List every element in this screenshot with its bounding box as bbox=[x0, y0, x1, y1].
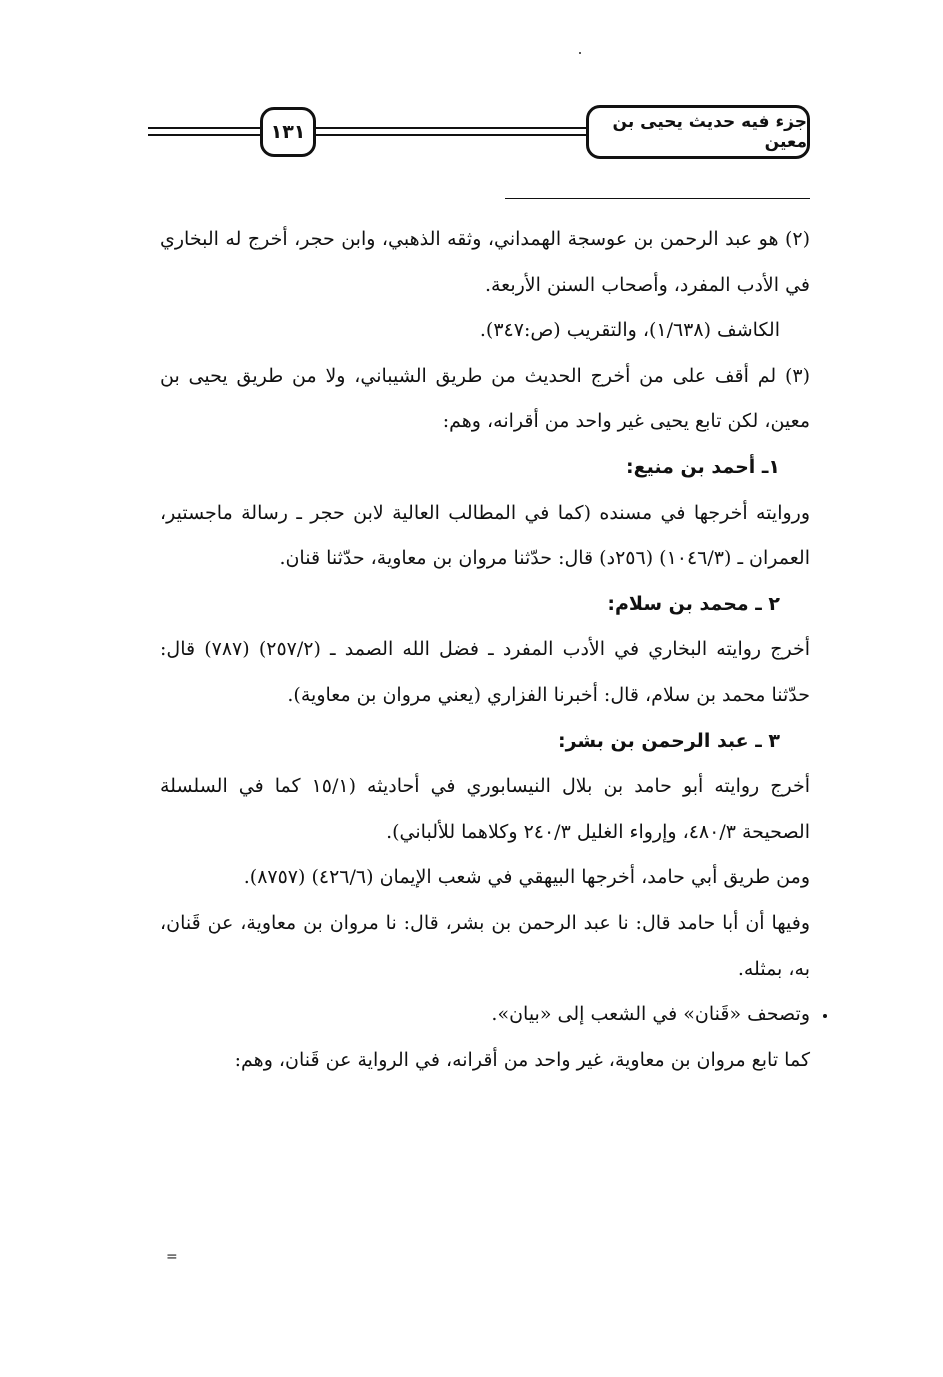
continuation-mark: = bbox=[166, 1249, 178, 1265]
footnote-3-item-3-text-5: كما تابع مروان بن معاوية، غير واحد من أقرانه، في الرواية عن قَنان، وهم: bbox=[234, 1048, 810, 1071]
header-rule-middle-bottom bbox=[314, 134, 588, 136]
footnote-2-references: الكاشف (١/٦٣٨)، والتقريب (ص:٣٤٧). bbox=[479, 319, 780, 342]
footnote-3-item-1-text: وروايته أخرجها في مسنده (كما في المطالب العالية لابن حجر ـ رسالة ماجستير، العمران ـ (١٠٤٦/٣) (٢٥٦د) قال: حدّثنا مروان بن معاوية، حدّثنا قنان. bbox=[160, 501, 810, 570]
footnote-separator bbox=[505, 198, 810, 199]
footnote-3-item-3-text-2: ومن طريق أبي حامد، أخرجها البيهقي في شعب الإيمان (٤٢٦/٦) (٨٧٥٧). bbox=[243, 866, 810, 889]
page-number-box bbox=[260, 107, 316, 157]
footnote-3-intro: (٣) لم أقف على من أخرج الحديث من طريق الشيباني، ولا من طريق يحيى بن معين، لكن تابع يحيى غير واحد من أقرانه، وهم: bbox=[160, 364, 810, 433]
page-header bbox=[0, 0, 943, 200]
scan-dot bbox=[823, 1014, 827, 1018]
footnote-3-item-3-text-3: وفيها أن أبا حامد قال: نا عبد الرحمن بن بشر، قال: نا مروان بن معاوية، عن قَنان، به، بمثله. bbox=[160, 911, 810, 980]
footnote-3-item-2-text: أخرج روايته البخاري في الأدب المفرد ـ فضل الله الصمد ـ (٢٥٧/٢) (٧٨٧) قال: حدّثنا محمد بن سلام، قال: أخبرنا الفزاري (يعني مروان بن معاوية). bbox=[160, 638, 811, 706]
page-number: ١٣١ bbox=[270, 121, 306, 143]
footnote-2-text: (٢) هو عبد الرحمن بن عوسجة الهمداني، وثقه الذهبي، وابن حجر، أخرج له البخاري في الأدب المفرد، وأصحاب السنن الأربعة. bbox=[160, 228, 810, 296]
footnote-3-item-3-text-4: وتصحف «قَنان» في الشعب إلى «بيان». bbox=[491, 1003, 810, 1026]
header-rule-middle-top bbox=[314, 127, 588, 129]
running-title-box bbox=[586, 105, 810, 159]
footnote-3-item-3-heading: ٣ ـ عبد الرحمن بن بشر: bbox=[557, 729, 780, 752]
footnotes-body bbox=[160, 217, 810, 1083]
header-rule-left-bottom bbox=[148, 134, 262, 136]
footnote-3-item-3-text-1: أخرج روايته أبو حامد بن بلال النيسابوري في أحاديثه (١٥/١ كما في السلسلة الصحيحة ٤٨٠/٣، وإرواء الغليل ٢٤٠/٣ وكلاهما للألباني). bbox=[160, 775, 811, 843]
running-title: جزء فيه حديث يحيى بن معين bbox=[612, 112, 807, 152]
footnote-3-item-2-heading: ٢ ـ محمد بن سلام: bbox=[607, 592, 780, 615]
footnote-3-item-1-heading: ١ـ أحمد بن منيع: bbox=[626, 455, 780, 478]
header-rule-left-top bbox=[148, 127, 262, 129]
